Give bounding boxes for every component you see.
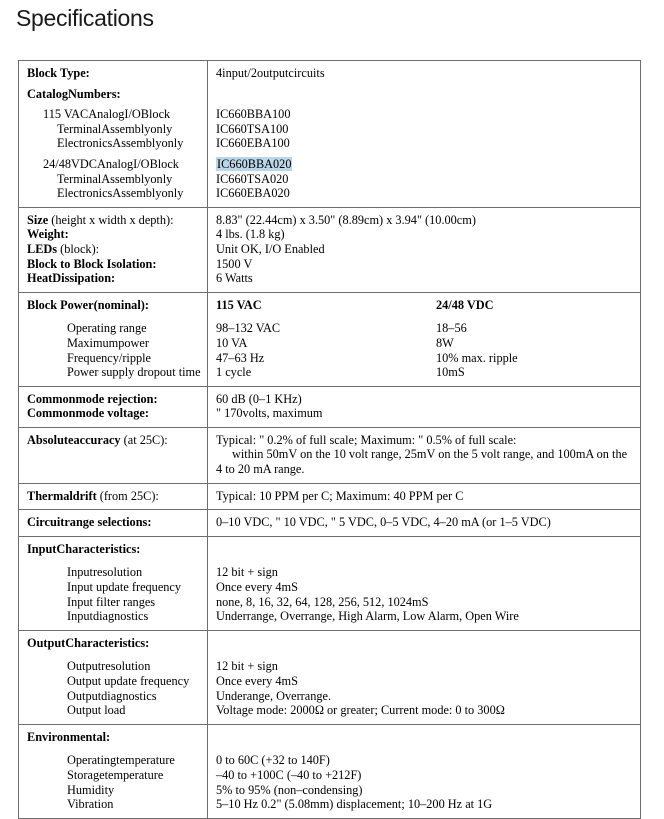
leds-label-bold: LEDs	[27, 241, 58, 256]
value-column	[208, 725, 640, 818]
block-type-label: Block Type:	[27, 66, 90, 80]
section-block-power	[19, 293, 640, 387]
value-column	[208, 428, 640, 483]
catalog-row-label-2: ElectronicsAssemblyonly	[57, 136, 184, 151]
environmental-row-value-3: 5–10 Hz 0.2" (5.08mm) displacement; 10–200 Hz at 1G	[216, 797, 493, 812]
environmental-label: Environmental:	[27, 729, 111, 744]
thermal-drift-label-bold: Thermaldrift	[27, 488, 97, 503]
environmental-row-label-3: Vibration	[67, 797, 114, 812]
power-row-col1-3: 1 cycle	[216, 365, 252, 380]
power-row-label-2: Frequency/ripple	[67, 350, 152, 365]
catalog-row-value-3-highlighted: IC660BBA020	[217, 156, 292, 171]
isolation-label-bold: Block to Block Isolation:	[27, 256, 157, 271]
section-environmental	[19, 725, 640, 818]
absolute-accuracy-line2: within 50mV on the 10 volt range, 25mV on the 5 volt range, and 100mA on the	[232, 447, 628, 462]
catalog-numbers-label: CatalogNumbers:	[27, 86, 121, 101]
value-column	[208, 61, 640, 207]
environmental-row-value-2: 5% to 95% (non–condensing)	[216, 782, 363, 797]
output-row-label-1: Output update frequency	[67, 674, 190, 688]
label-column	[19, 61, 208, 207]
isolation-value: 1500 V	[216, 256, 253, 271]
value-column	[208, 484, 640, 510]
input-row-label-2: Input filter ranges	[67, 594, 156, 609]
input-row-value-0: 12 bit + sign	[216, 565, 278, 580]
output-characteristics-label: OutputCharacteristics:	[27, 635, 150, 650]
weight-value: 4 lbs. (1.8 kg)	[216, 227, 285, 242]
power-col1-header: 115 VAC	[216, 297, 262, 312]
weight-label-bold: Weight:	[27, 227, 69, 242]
output-row-value-1: Once every 4mS	[216, 674, 298, 688]
absolute-accuracy-line1: Typical: " 0.2% of full scale; Maximum: " 0.5% of full scale:	[216, 432, 517, 447]
power-row-col1-0: 98–132 VAC	[216, 321, 281, 336]
label-column	[19, 725, 208, 818]
label-column	[19, 631, 208, 724]
catalog-row-label-3: 24/48VDCAnalogI/OBlock	[43, 156, 179, 171]
input-row-label-1: Input update frequency	[67, 580, 182, 595]
size-label-rest: (height x width x depth):	[48, 212, 174, 227]
page-title: Specifications	[16, 5, 154, 31]
value-column	[208, 387, 640, 427]
label-column	[19, 428, 208, 483]
absolute-accuracy-label-bold: Absoluteaccuracy	[27, 432, 121, 447]
input-row-value-3: Underrange, Overrange, High Alarm, Low Alarm, Open Wire	[216, 609, 519, 624]
common-mode-rejection-value: 60 dB (0–1 KHz)	[216, 391, 302, 406]
value-column	[208, 208, 640, 292]
power-row-col2-0: 18–56	[436, 321, 467, 336]
label-column	[19, 510, 208, 536]
absolute-accuracy-line3: 4 to 20 mA range.	[216, 462, 305, 477]
size-label-bold: Size	[27, 212, 49, 227]
environmental-row-value-0: 0 to 60C (+32 to 140F)	[216, 753, 330, 768]
environmental-row-label-2: Humidity	[67, 782, 115, 797]
catalog-row-value-4: IC660TSA020	[216, 171, 289, 186]
environmental-row-label-1: Storagetemperature	[67, 767, 164, 782]
power-row-label-0: Operating range	[67, 321, 147, 336]
catalog-row-label-0: 115 VACAnalogI/OBlock	[43, 107, 171, 122]
power-col2-header: 24/48 VDC	[436, 297, 494, 312]
size-value: 8.83" (22.44cm) x 3.50" (8.89cm) x 3.94" (10.00cm)	[216, 212, 476, 227]
input-row-label-0: Inputresolution	[67, 565, 143, 580]
power-row-label-3: Power supply dropout time	[67, 365, 201, 380]
environmental-row-label-0: Operatingtemperature	[67, 753, 175, 768]
section-thermal-drift	[19, 484, 640, 511]
value-column	[208, 537, 640, 630]
circuit-range-label: Circuitrange selections:	[27, 515, 152, 530]
specifications-table	[18, 60, 641, 819]
thermal-drift-label-rest: (from 25C):	[96, 488, 159, 503]
input-row-value-2: none, 8, 16, 32, 64, 128, 256, 512, 1024mS	[216, 594, 429, 609]
section-absolute-accuracy	[19, 428, 640, 484]
power-row-col2-1: 8W	[436, 335, 454, 350]
section-physical	[19, 208, 640, 293]
heat-value: 6 Watts	[216, 271, 253, 286]
catalog-row-value-5: IC660EBA020	[216, 186, 290, 201]
input-row-label-3: Inputdiagnostics	[67, 609, 149, 624]
common-mode-voltage-value: " 170volts, maximum	[216, 406, 323, 421]
block-power-label: Block Power(nominal):	[27, 297, 149, 312]
environmental-row-value-1: –40 to +100C (–40 to +212F)	[216, 767, 362, 782]
common-mode-voltage-label: Commonmode voltage:	[27, 406, 149, 421]
input-characteristics-label: InputCharacteristics:	[27, 541, 141, 556]
output-row-label-2: Outputdiagnostics	[67, 688, 157, 703]
section-block-type-catalog	[19, 61, 640, 208]
value-column	[208, 510, 640, 536]
label-column	[19, 484, 208, 510]
power-row-col1-1: 10 VA	[216, 335, 248, 350]
power-row-col1-2: 47–63 Hz	[216, 350, 265, 365]
output-row-label-3: Output load	[67, 703, 126, 718]
section-circuit-range	[19, 510, 640, 537]
catalog-row-label-4: TerminalAssemblyonly	[57, 171, 173, 186]
value-column	[208, 631, 640, 724]
label-column	[19, 537, 208, 630]
catalog-row-label-5: ElectronicsAssemblyonly	[57, 186, 184, 201]
leds-label-rest: (block):	[57, 241, 100, 256]
output-row-value-0: 12 bit + sign	[216, 659, 278, 674]
section-common-mode	[19, 387, 640, 428]
section-output-characteristics	[19, 631, 640, 725]
output-row-value-2: Underange, Overrange.	[216, 688, 332, 703]
output-row-label-0: Outputresolution	[67, 659, 151, 674]
thermal-drift-value: Typical: 10 PPM per C; Maximum: 40 PPM per C	[216, 488, 464, 503]
output-row-value-3: Voltage mode: 2000Ω or greater; Current mode: 0 to 300Ω	[216, 703, 505, 718]
label-column	[19, 208, 208, 292]
input-row-value-1: Once every 4mS	[216, 580, 298, 595]
label-column	[19, 293, 208, 386]
leds-value: Unit OK, I/O Enabled	[216, 241, 325, 256]
value-column	[208, 293, 640, 386]
section-input-characteristics	[19, 537, 640, 631]
catalog-row-value-0: IC660BBA100	[216, 107, 291, 122]
catalog-row-value-2: IC660EBA100	[216, 136, 290, 151]
absolute-accuracy-label-rest: (at 25C):	[120, 432, 168, 447]
catalog-row-value-1: IC660TSA100	[216, 121, 289, 136]
power-row-col2-2: 10% max. ripple	[436, 350, 518, 365]
common-mode-rejection-label: Commonmode rejection:	[27, 391, 158, 406]
circuit-range-value: 0–10 VDC, " 10 VDC, " 5 VDC, 0–5 VDC, 4–20 mA (or 1–5 VDC)	[216, 515, 551, 530]
label-column	[19, 387, 208, 427]
block-type-value: 4input/2outputcircuits	[216, 66, 325, 80]
heat-label-bold: HeatDissipation:	[27, 271, 116, 286]
power-row-col2-3: 10mS	[436, 365, 465, 380]
catalog-row-label-1: TerminalAssemblyonly	[57, 121, 173, 136]
power-row-label-1: Maximumpower	[67, 335, 149, 350]
